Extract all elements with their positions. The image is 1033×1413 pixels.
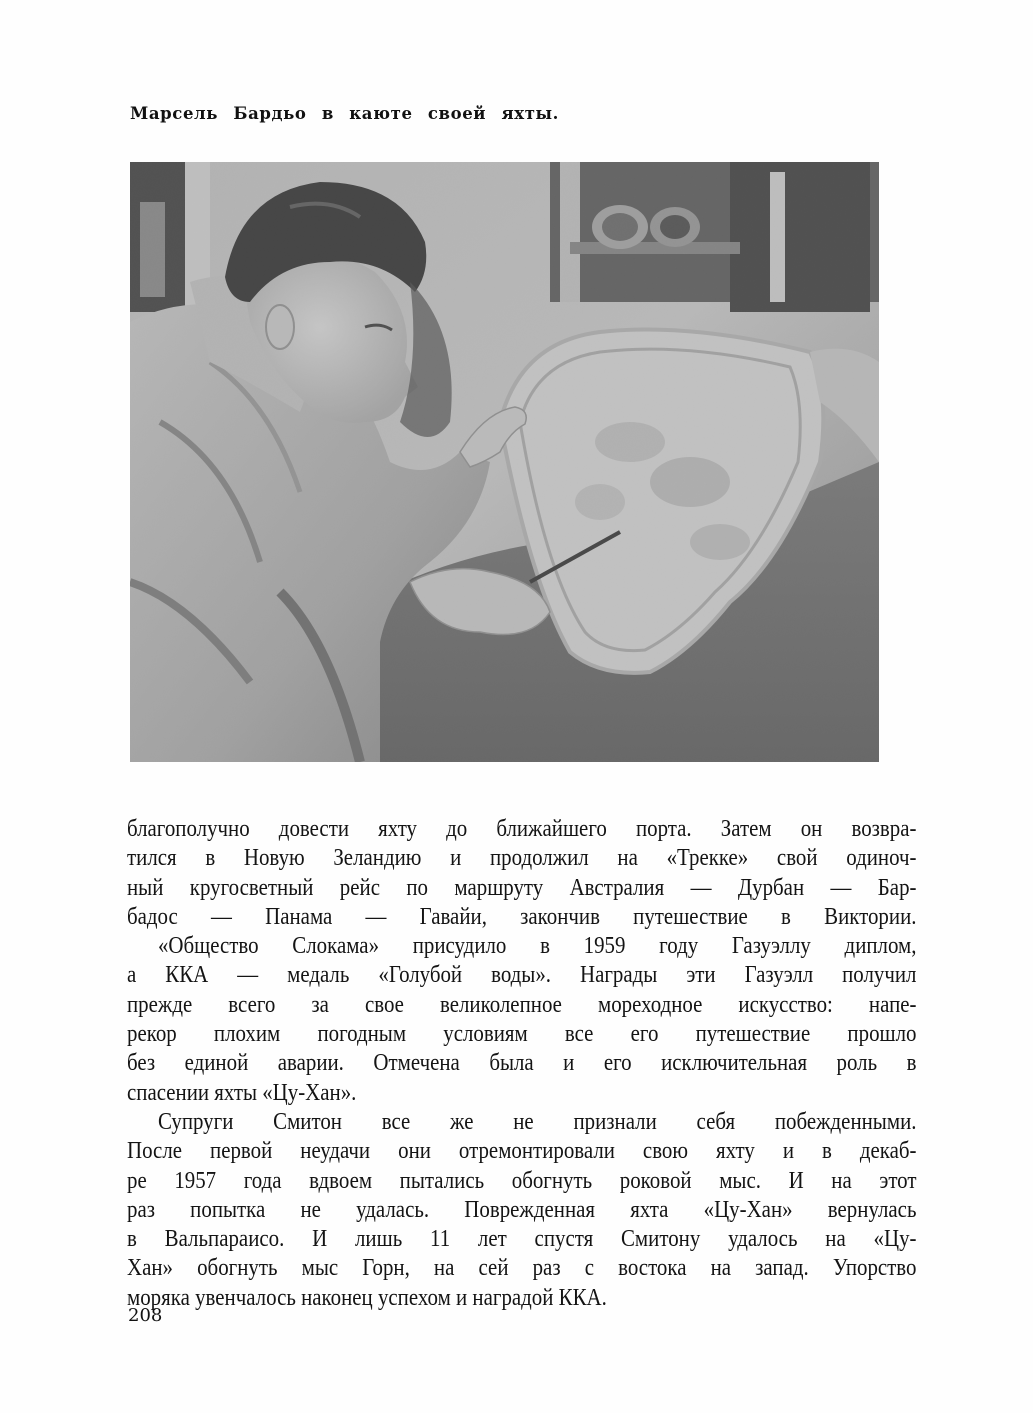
text-line: «Общество Слокама» присудило в 1959 году Газуэллу диплом, [157, 932, 917, 960]
text-line: прежде всего за свое великолепное мореходное искусство: напе- [127, 990, 917, 1018]
text-line: а ККА — медаль «Голубой воды». Награды эти Газуэлл получил [127, 961, 917, 989]
photograph [130, 162, 879, 762]
text-line: Супруги Смитон все же не признали себя побежденными. [157, 1107, 917, 1135]
text-line: Хан» обогнуть мыс Горн, на сей раз с востока на запад. Упорство [127, 1254, 917, 1282]
photo-illustration [130, 162, 879, 762]
text-line: После первой неудачи они отремонтировали свою яхту и в декаб- [127, 1137, 917, 1165]
text-line: без единой аварии. Отмечена была и его исключительная роль в [127, 1049, 917, 1077]
text-line: в Вальпараисо. И лишь 11 лет спустя Смитону удалось на «Цу- [127, 1225, 917, 1253]
text-line: спасении яхты «Цу-Хан». [127, 1078, 357, 1106]
page-number: 208 [128, 1305, 163, 1326]
photo-caption: Марсель Бардьо в каюте своей яхты. [130, 104, 560, 123]
text-line: раз попытка не удалась. Поврежденная яхта «Цу-Хан» вернулась [127, 1195, 917, 1223]
text-line: моряка увенчалось наконец успехом и наградой ККА. [127, 1283, 607, 1311]
body-text [127, 814, 916, 1312]
text-line: бадос — Панама — Гавайи, закончив путешествие в Виктории. [127, 902, 917, 930]
text-line: благополучно довести яхту до ближайшего порта. Затем он возвра- [127, 815, 917, 842]
text-line: ре 1957 года вдвоем пытались обогнуть роковой мыс. И на этот [127, 1166, 917, 1194]
text-line: ный кругосветный рейс по маршруту Австралия — Дурбан — Бар- [127, 873, 917, 901]
text-line: рекор плохим погодным условиям все его путешествие прошло [127, 1020, 917, 1048]
text-line: тился в Новую Зеландию и продолжил на «Трекке» свой одиноч- [127, 844, 917, 872]
